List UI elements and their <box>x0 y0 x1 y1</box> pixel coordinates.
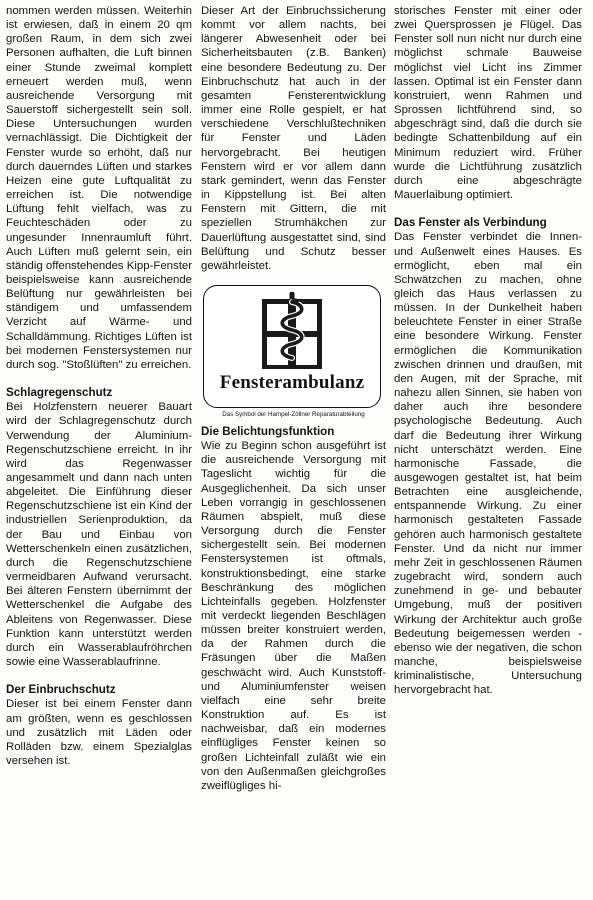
paragraph-lueftung: nommen werden müssen. Weiterhin ist erwiesen, daß in einem 20 qm großen Raum, in dem sich zwei Personen aufhalten, die Luft binnen einer Stunde zweimal komplett erneuert werden muß, wenn ausreichende Versorgung mit Sauerstoff sichergestellt sein soll. Diese Untersuchungen wurden vernachlässigt. Die Dichtigkeit der Fenster wurde so erhöht, daß nur durch dauerndes Lüften und starkes Heizen eine gute Luftqualität zu erreichen ist. Die notwendige Lüftung fehlt vielfach, was zu Feuchteschäden oder zu ungesunder Innenraumluft führt. Auch Lüften muß gelernt sein, ein ständig offenstehendes Kipp-Fenster beispielsweise kann ausreichende Belüftung nur gewährleisten bei ständigem und umfassendem Verzicht auf Wärme- und Schalldämmung. Richtiges Lüften ist bei modernen Fenstersystemen nur durch sog. "Stoßlüften" zu erreichen. <box>6 5 192 371</box>
heading-belichtungsfunktion: Die Belichtungsfunktion <box>201 424 335 438</box>
logo-caption: Das Symbol der Hampel-Zöllner Reparaturabteilung <box>222 410 365 418</box>
heading-fenster-als-verbindung: Das Fenster als Verbindung <box>394 216 547 230</box>
paragraph-schlagregenschutz: Bei Holzfenstern neuerer Bauart wird der Schlagregenschutz durch Verwendung der Aluminium-Regenschutzschiene erreicht. In ihr wird das Regenwasser angesammelt und dann nach unten abgeleitet. Die Einführung dieser Regenschutzschiene ist ein Kind der industriellen Serienproduktion, da der Bau und Einbau von Wetterschenkeln einen zusätzlichen, durch die Regenschutzschiene vermeidbaren Aufwand verursacht. Bei älteren Fenstern übernimmt der Wetterschenkel die Aufgabe des Ableitens von Regenwasser. Diese Funktion kann unterstützt werden durch ein Wasserablaufröhrchen sowie eine Wasserablaufrinne. <box>6 401 192 669</box>
spacer <box>6 669 192 683</box>
paragraph-einbruchschutz: Dieser ist bei einem Fenster dann am größten, wenn es geschlossen und zusätzlich mit Läden oder Rolläden bzw. einem Spezialglas versehen ist. <box>6 698 192 767</box>
text-column-1 <box>6 4 192 768</box>
logo-wordmark: Fensterambulanz <box>219 371 365 393</box>
spacer <box>394 202 582 216</box>
fensterambulanz-logo <box>203 285 381 408</box>
spacer <box>6 372 192 386</box>
paragraph-einbruchssicherung: Dieser Art der Einbruchssicherung kommt vor allem nachts, bei längerer Abwesenheit oder bei Sicherheitsbauten (z.B. Banken) eine besondere Bedeutung zu. Der Einbruchschutz hat auch in der gesamten Fensterentwicklung immer eine Rolle gespielt, er hat verschiedene Verschlußtechniken für Fenster und Läden hervorgebracht. Bei heutigen Fenstern wird er vor allem dann stark gemindert, wenn das Fenster in Kippstellung ist. Bei alten Fenstern mit Gittern, die mit speziellen Strumhäkchen zur Dauerlüftung ausgestattet sind, sind Belüftung und Schutz besser gewährleistet. <box>201 5 386 272</box>
text-column-2 <box>201 4 386 793</box>
text-column-3 <box>394 4 582 698</box>
heading-schlagregenschutz: Schlagregenschutz <box>6 386 113 400</box>
paragraph-belichtungsfunktion: Wie zu Beginn schon ausgeführt ist die ausreichende Versorgung mit Tageslicht wichtig für die Ausgeglichenheit. Da sich unser Leben vorrangig in geschlossenen Räumen abspielt, muß diese Versorgung durch die Fenster sichergestellt sein. Bei modernen Fenstersystemen ist oftmals, konstruktionsbedingt, eine starke Beschränkung des möglichen Lichteinfalls gegeben. Holzfenster mit verdeckt liegenden Beschlägen müssen breiter konstruiert werden, da der Rahmen durch die Fräsungen über die Maßen geschwächt wird. Auch Kunststoff- und Aluminiumfenster weisen vielfach eine sehr breite Konstruktion auf. Es ist nachweisbar, daß ein modernes einflügliges Fenster keinen so großen Lichteinfall zuläßt wie ein von den Außenmaßen gleichgroßes zweiflügliges hi- <box>201 440 386 792</box>
paragraph-lichtfuehrung: storisches Fenster mit einer oder zwei Quersprossen je Flügel. Das Fenster soll nun nicht nur durch eine möglichst schmale Bauweise möglichst viel Licht ins Zimmer lassen. Optimal ist ein Fenster dann konstruiert, wenn Rahmen und Sprossen lichtführend sind, so abgeschrägt sind, daß die durch sie bedingte Schattenbildung auf ein Minimum reduziert wird. Früher wurde die Lichtführung zusätzlich durch eine abgeschrägte Mauerlaibung optimiert. <box>394 5 582 202</box>
fenster-aesculap-staff-logo-icon <box>261 292 323 370</box>
heading-einbruchschutz: Der Einbruchschutz <box>6 683 116 697</box>
paragraph-fenster-als-verbindung: Das Fenster verbindet die Innen- und Außenwelt eines Hauses. Es ermöglicht, eben mal ein Schwätzchen zu machen, ohne gleich das Haus verlassen zu müssen. In der Dunkelheit haben beleuchtete Fenster in einer Straße eine besondere Wirkung. Fenster ermöglichen die Kommunikation zwischen drinnen und draußen, mit den Augen, mit der Sprache, mit nahezu allen Sinnen, sie haben von daher auch ihre besondere psychologische Bedeutung. Auch darf die Bedeutung ihrer Wirkung nicht unterschätzt werden. Eine harmonische Fassade, die ausgewogen gestaltet ist, hat beim Betrachten eine ausgleichende, entspannende Wirkung. Zu einer harmonisch gestalteten Fassade gehören auch harmonisch gestaltete Fenster. Und da nicht nur immer mehr Zeit in geschlossenen Räumen zugebracht wird, sondern auch zunehmend in ge- und bebauter Umgebung, muß der positiven Wirkung der Architektur auch große Bedeutung beigemessen werden - ebenso wie der negativen, die schon manche, beispielsweise kriminalistische, Untersuchung hervorgebracht hat. <box>394 231 582 697</box>
